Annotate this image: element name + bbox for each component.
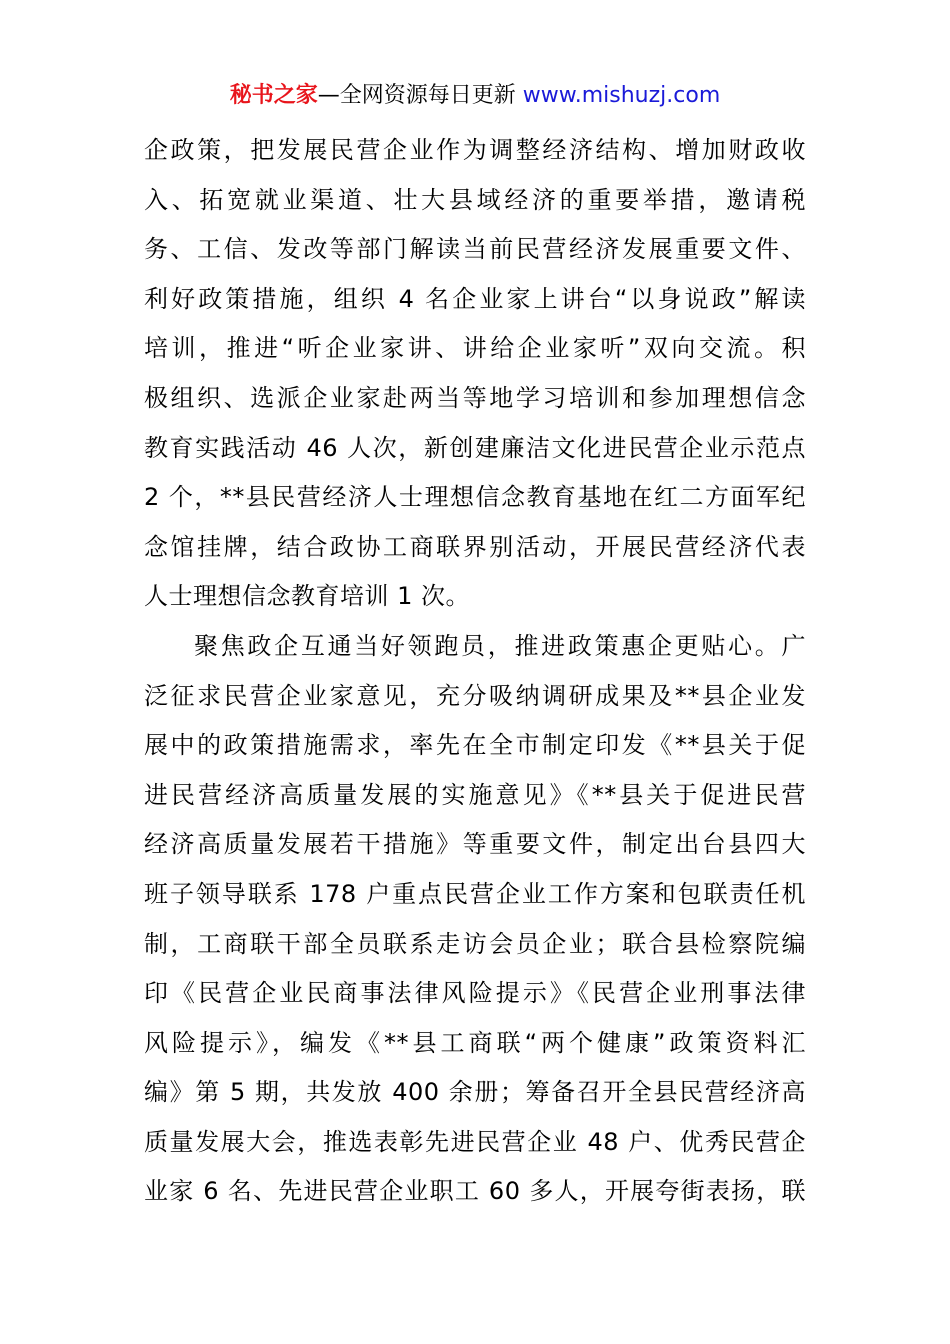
text-line: 极组织、选派企业家赴两当等地学习培训和参加理想信念: [144, 383, 806, 412]
text-line: 展中的政策措施需求，率先在全市制定印发《**县关于促: [144, 731, 806, 760]
text-line: 泛征求民营企业家意见，充分吸纳调研成果及**县企业发: [144, 681, 806, 710]
text-line: 进民营经济高质量发展的实施意见》《**县关于促进民营: [144, 780, 806, 809]
document-body: [144, 126, 806, 1217]
text-line: 企政策，把发展民营企业作为调整经济结构、增加财政收: [144, 136, 806, 164]
text-line: 质量发展大会，推选表彰先进民营企业 48 户、优秀民营企: [144, 1127, 806, 1156]
header-url-link[interactable]: www.mishuzj.com: [522, 83, 721, 108]
text-line: 印《民营企业民商事法律风险提示》《民营企业刑事法律: [144, 979, 806, 1008]
text-line: 务、工信、发改等部门解读当前民营经济发展重要文件、: [144, 235, 806, 264]
text-line: 班子领导联系 178 户重点民营企业工作方案和包联责任机: [144, 879, 806, 908]
text-line: 教育实践活动 46 人次，新创建廉洁文化进民营企业示范点: [144, 433, 806, 462]
text-line: 人士理想信念教育培训 1 次。: [144, 582, 471, 611]
paragraph-start-line: 聚焦政企互通当好领跑员，推进政策惠企更贴心。广: [194, 631, 806, 660]
text-line: 利好政策措施，组织 4 名企业家上讲台“以身说政”解读: [144, 284, 806, 313]
text-line: 2 个，**县民营经济人士理想信念教育基地在红二方面军纪: [144, 483, 806, 512]
text-line: 经济高质量发展若干措施》等重要文件，制定出台县四大: [144, 830, 806, 859]
text-line: 培训，推进“听企业家讲、讲给企业家听”双向交流。积: [144, 334, 806, 363]
page-header: [0, 80, 950, 112]
text-line: 业家 6 名、先进民营企业职工 60 多人，开展夸街表扬，联: [144, 1177, 806, 1206]
text-line: 风险提示》，编发《**县工商联“两个健康”政策资料汇: [144, 1028, 806, 1057]
text-line: 念馆挂牌，结合政协工商联界别活动，开展民营经济代表: [144, 532, 806, 561]
text-line: 编》第 5 期，共发放 400 余册；筹备召开全县民营经济高: [144, 1078, 806, 1107]
header-brand: 秘书之家: [229, 83, 318, 108]
text-line: 入、拓宽就业渠道、壮大县域经济的重要举措，邀请税: [144, 185, 806, 214]
header-tagline: —全网资源每日更新: [317, 83, 516, 108]
text-line: 制，工商联干部全员联系走访会员企业；联合县检察院编: [144, 929, 806, 958]
